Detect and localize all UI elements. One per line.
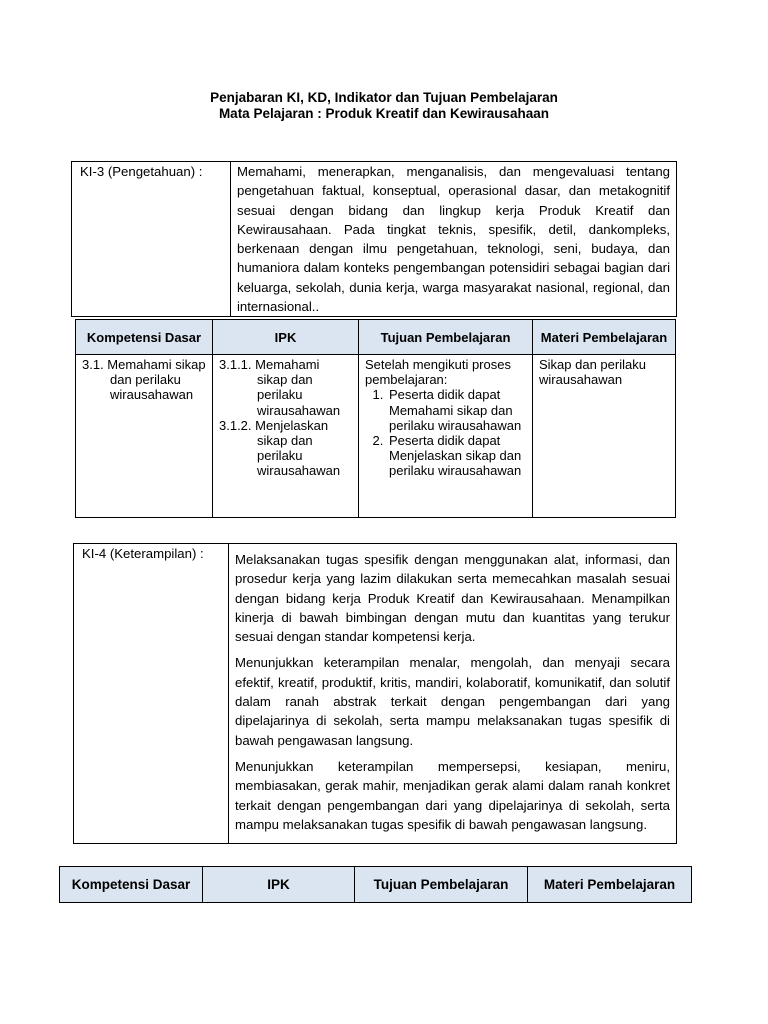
table-row — [76, 355, 676, 518]
header-tujuan-pembelajaran: Tujuan Pembelajaran — [359, 320, 533, 355]
ipk-item: 3.1.2. Menjelaskan sikap dan perilaku wirausahawan — [219, 417, 341, 479]
materi-cell — [533, 355, 676, 518]
list-item: 2. Peserta didik dapat Menjelaskan sikap dan perilaku wirausahawan — [387, 433, 526, 479]
header-materi-pembelajaran: Materi Pembelajaran — [528, 867, 692, 903]
header-ipk: IPK — [213, 320, 359, 355]
ki3-table — [71, 161, 677, 317]
tujuan-cell — [359, 355, 533, 518]
list-item: 1. Peserta didik dapat Memahami sikap dan perilaku wirausahawan — [387, 387, 526, 433]
ki4-paragraph: Menunjukkan keterampilan mempersepsi, kesiapan, meniru, membiasakan, gerak mahir, menjadikan gerak alami dalam ranah konkret terkait dengan pengembangan dari yang dipelajarinya di sekolah, serta mampu melaksanakan tugas spesifik di bawah pengawasan langsung. — [235, 758, 670, 832]
header-kompetensi-dasar: Kompetensi Dasar — [60, 867, 203, 903]
header-ipk: IPK — [203, 867, 355, 903]
kd-table-2-header-row — [60, 867, 692, 903]
ki4-label: KI-4 (Keterampilan) : — [74, 544, 229, 844]
kd-cell — [76, 355, 213, 518]
ki3-description: Memahami, menerapkan, menganalisis, dan mengevaluasi tentang pengetahuan faktual, konseptual, operasional dasar, dan metakognitif sesuai dengan bidang dan lingkup kerja Produk Kreatif dan Kewirausahaan. Pada tingkat teknis, spesifik, detil, dankompleks, berkenaan dengan ilmu pengetahuan, teknologi, seni, budaya, dan humaniora dalam konteks pengembangan potensidiri sebagai bagian dari keluarga, sekolah, dunia kerja, warga masyarakat nasional, regional, dan internasional.. — [231, 162, 677, 317]
tujuan-list — [365, 387, 526, 478]
ki4-paragraph: Melaksanakan tugas spesifik dengan menggunakan alat, informasi, dan prosedur kerja yang lazim dilakukan serta memecahkan masalah sesuai dengan bidang kerja Produk Kreatif dan Kewirausahaan. Menampilkan kinerja di bawah bimbingan dengan mutu dan kuantitas yang terukur sesuai dengan standar kompetensi kerja. — [235, 552, 670, 645]
kd-item: 3.1. Memahami sikap dan perilaku wirausahawan — [82, 357, 206, 403]
kd-table-1 — [75, 319, 676, 518]
ipk-item: 3.1.1. Memahami sikap dan perilaku wirausahawan — [219, 357, 341, 418]
header-materi-pembelajaran: Materi Pembelajaran — [533, 320, 676, 355]
ki3-label: KI-3 (Pengetahuan) : — [72, 162, 231, 317]
ki4-paragraph: Menunjukkan keterampilan menalar, mengolah, dan menyaji secara efektif, kreatif, produktif, kritis, mandiri, kolaboratif, komunikatif, dan solutif dalam ranah abstrak terkait dengan pengembangan dari yang dipelajarinya di sekolah, serta mampu melaksanakan tugas spesifik di bawah pengawasan langsung. — [235, 655, 670, 748]
document-title: Penjabaran KI, KD, Indikator dan Tujuan Pembelajaran — [210, 90, 558, 105]
header-kompetensi-dasar: Kompetensi Dasar — [76, 320, 213, 355]
header-tujuan-pembelajaran: Tujuan Pembelajaran — [355, 867, 528, 903]
document-subtitle: Mata Pelajaran : Produk Kreatif dan Kewirausahaan — [218, 106, 550, 121]
ipk-cell — [213, 355, 359, 518]
kd-table-1-header-row — [76, 320, 676, 355]
ki4-description — [229, 544, 677, 844]
tujuan-intro: Setelah mengikuti proses pembelajaran: — [365, 357, 511, 388]
kd-table-2 — [59, 866, 692, 903]
ki4-table — [73, 543, 677, 844]
materi-text: Sikap dan perilaku wirausahawan — [539, 357, 646, 388]
